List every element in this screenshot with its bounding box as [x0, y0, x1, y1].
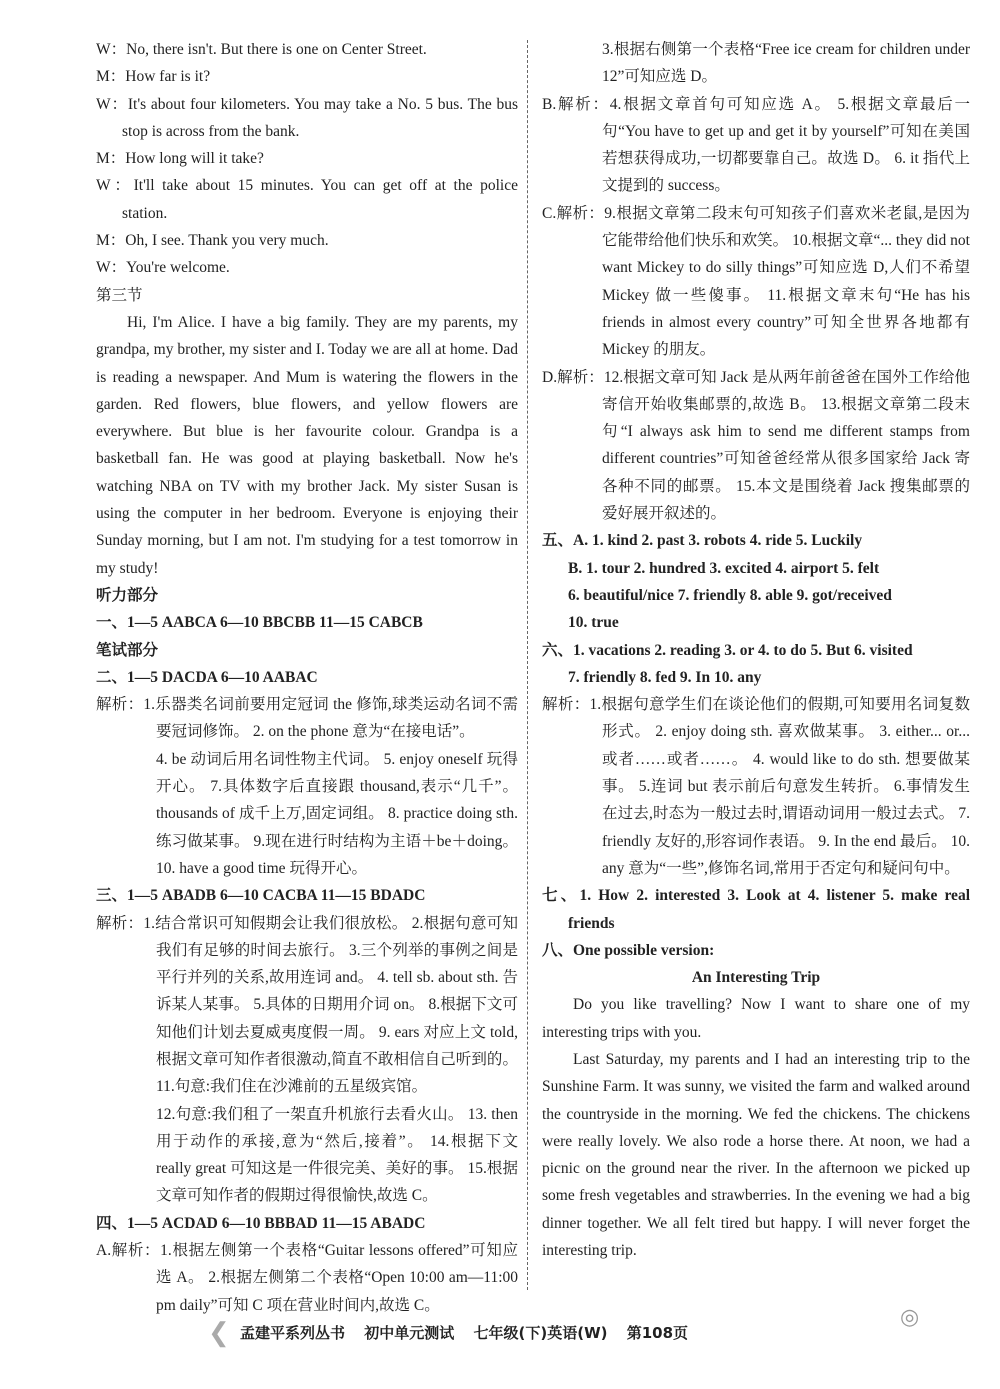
page-footer — [200, 1322, 702, 1343]
essay-paragraph: Last Saturday, my parents and I had an interesting trip to the Sunshine Farm. It was sunny, we visited the farm and walked around the countryside in the morning. We fed the chickens. The chickens were really lovely. We also rode a horse there. At noon, we had a picnic on the ground near the river. In the afternoon we picked up some fresh vegetables and strawberries. In the evening we had a big dinner together. We all felt tired but happy. I will never forget the interesting trip. — [542, 1050, 970, 1260]
dialog-line: M：How far is it? — [96, 68, 211, 86]
answer-key-3: 三、1—5 ABADB 6—10 CACBA 11—15 BDADC — [96, 887, 426, 905]
explanation: B.解析：4.根据文章首句可知应选 A。 5.根据文章最后一句“You have to get up and get it by yourself”可知在美国若想获得成功,一切都要靠自己。故选 D。 6. it 指代上文提到的 success。 — [542, 95, 970, 195]
explanation: 解析：1.乐器类名词前要用定冠词 the 修饰,球类运动名词不需要冠词修饰。 2. on the phone 意为“在接电话”。 — [96, 696, 518, 741]
explanation: 4. be 动词后用名词性物主代词。 5. enjoy oneself 玩得开心。 7.具体数字后直接跟 thousand,表示“几千”。thousands of 成千上万,固定词组。 8. practice doing sth. 练习做某事。 9.现在进行时结构为主语＋be＋doing。 10. have a good time 玩得开心。 — [156, 750, 518, 877]
answer-key-5b: 10. true — [568, 614, 619, 632]
listening-passage: Hi, I'm Alice. I have a big family. They are my parents, my grandpa, my brother, my sister and I. Today we are all at home. Dad is reading a newspaper. And Mum is watering the flowers in the garden. Red flowers, blue flowers, and yellow flowers are everywhere. But blue is her favourite colour. Grandpa is a basketball fan. He was good at playing basketball. Now he's watching NBA on TV with my brother Jack. My sister Susan is using the computer in her bedroom. Everyone is enjoying their Sunday morning, but I am not. I'm studying for a test tomorrow in my study! — [96, 313, 518, 577]
answer-key-5b: B. 1. tour 2. hundred 3. excited 4. airport 5. felt — [568, 559, 880, 577]
essay-title: An Interesting Trip — [691, 969, 821, 987]
column-divider — [527, 40, 528, 1290]
explanation: 解析：1.结合常识可知假期会让我们很放松。 2.根据句意可知我们有足够的时间去旅行。 3.三个列举的事例之间是平行并列的关系,故用连词 and。 4. tell sb. about sth. 告诉某人某事。 5.具体的日期用介词 on。 8.根据下文可知他们计划去夏威夷度假一周。 9. ears 对应上文 told,根据文章可知作者很激动,简直不敢相信自己听到的。 11.句意:我们住在沙滩前的五星级宾馆。 — [96, 914, 518, 1096]
answer-key-6: 六、1. vacations 2. reading 3. or 4. to do 5. But 6. visited — [542, 641, 913, 659]
book-name: 初中单元测试 — [364, 1324, 455, 1342]
right-column — [542, 36, 970, 1264]
answer-key-6: 7. friendly 8. fed 9. In 10. any — [568, 668, 762, 686]
dialog-line: M：Oh, I see. Thank you very much. — [96, 232, 329, 250]
series-name: 孟建平系列丛书 — [240, 1324, 346, 1342]
explanation: D.解析：12.根据文章可知 Jack 是从两年前爸爸在国外工作给他寄信开始收集邮票的,故选 B。 13.根据文章第二段末句“I always ask him to send me different stamps from different countries”可知爸爸经常从很多国家给 Jack 寄各种不同的邮票。 15.本文是围绕着 Jack 搜集邮票的爱好展开叙述的。 — [542, 368, 970, 523]
chevron-left-icon: ❮ — [208, 1318, 230, 1347]
answer-key-5a: 五、A. 1. kind 2. past 3. robots 4. ride 5. Luckily — [542, 532, 863, 550]
dialog-line: M：How long will it take? — [96, 150, 264, 168]
section-heading: 第三节 — [96, 286, 143, 304]
answer-key-5b: 6. beautiful/nice 7. friendly 8. able 9. got/received — [568, 586, 892, 604]
explanation: 12.句意:我们租了一架直升机旅行去看火山。 13. then 用于动作的承接,意为“然后,接着”。 14.根据下文 really great 可知这是一件很完美、美好的事。 15.根据文章可知作者的假期过得很愉快,故选 C。 — [156, 1105, 518, 1205]
answer-key-2: 二、1—5 DACDA 6—10 AABAC — [96, 668, 318, 686]
explanation: 解析：1.根据句意学生们在谈论他们的假期,可知要用名词复数形式。 2. enjoy doing sth. 喜欢做某事。 3. either... or... 或者……或者……。 4. would like to do sth. 想要做某事。 5.连词 but 表示前后句意发生转折。 6.事情发生在过去,时态为一般过去时,谓语动词用一般过去式。 7. friendly 友好的,形容词作表语。 9. In the end 最后。 10. any 意为“一些”,修饰名词,常用于否定句和疑问句中。 — [542, 696, 970, 877]
explanation: A.解析：1.根据左侧第一个表格“Guitar lessons offered”可知应选 A。 2.根据左侧第二个表格“Open 10:00 am—11:00 pm daily”可知 C 项在营业时间内,故选 C。 — [96, 1242, 518, 1314]
explanation: C.解析：9.根据文章第二段末句可知孩子们喜欢米老鼠,是因为它能带给他们快乐和欢笑。 10.根据文章“... they did not want Mickey to do silly things”可知应选 D,人们不希望 Mickey 做一些傻事。 11.根据文章末句“He has his friends in almost every country”可知全世界各地都有 Mickey 的朋友。 — [542, 204, 970, 359]
dialog-line: W：It'll take about 15 minutes. You can get off at the police station. — [96, 177, 518, 222]
written-heading: 笔试部分 — [96, 641, 159, 659]
watermark-icon: ◎ — [900, 1305, 920, 1330]
left-column — [96, 36, 518, 1319]
answer-key-1: 一、1—5 AABCA 6—10 BBCBB 11—15 CABCB — [96, 614, 423, 632]
page-number: 第108页 — [626, 1324, 689, 1342]
grade-label: 七年级(下)英语(W) — [473, 1324, 608, 1342]
answer-key-4: 四、1—5 ACDAD 6—10 BBBAD 11—15 ABADC — [96, 1214, 426, 1232]
explanation: 3.根据右侧第一个表格“Free ice cream for children under 12”可知应选 D。 — [602, 41, 970, 86]
answer-key-7: 七、1. How 2. interested 3. Look at 4. listener 5. make real friends — [542, 887, 970, 932]
dialog-line: W：No, there isn't. But there is one on Center Street. — [96, 41, 427, 58]
dialog-line: W：It's about four kilometers. You may take a No. 5 bus. The bus stop is across from the bank. — [96, 95, 518, 140]
dialog-line: W：You're welcome. — [96, 259, 230, 277]
essay-paragraph: Do you like travelling? Now I want to share one of my interesting trips with you. — [542, 996, 970, 1041]
listening-heading: 听力部分 — [96, 586, 159, 604]
answer-key-8: 八、One possible version: — [542, 941, 715, 959]
